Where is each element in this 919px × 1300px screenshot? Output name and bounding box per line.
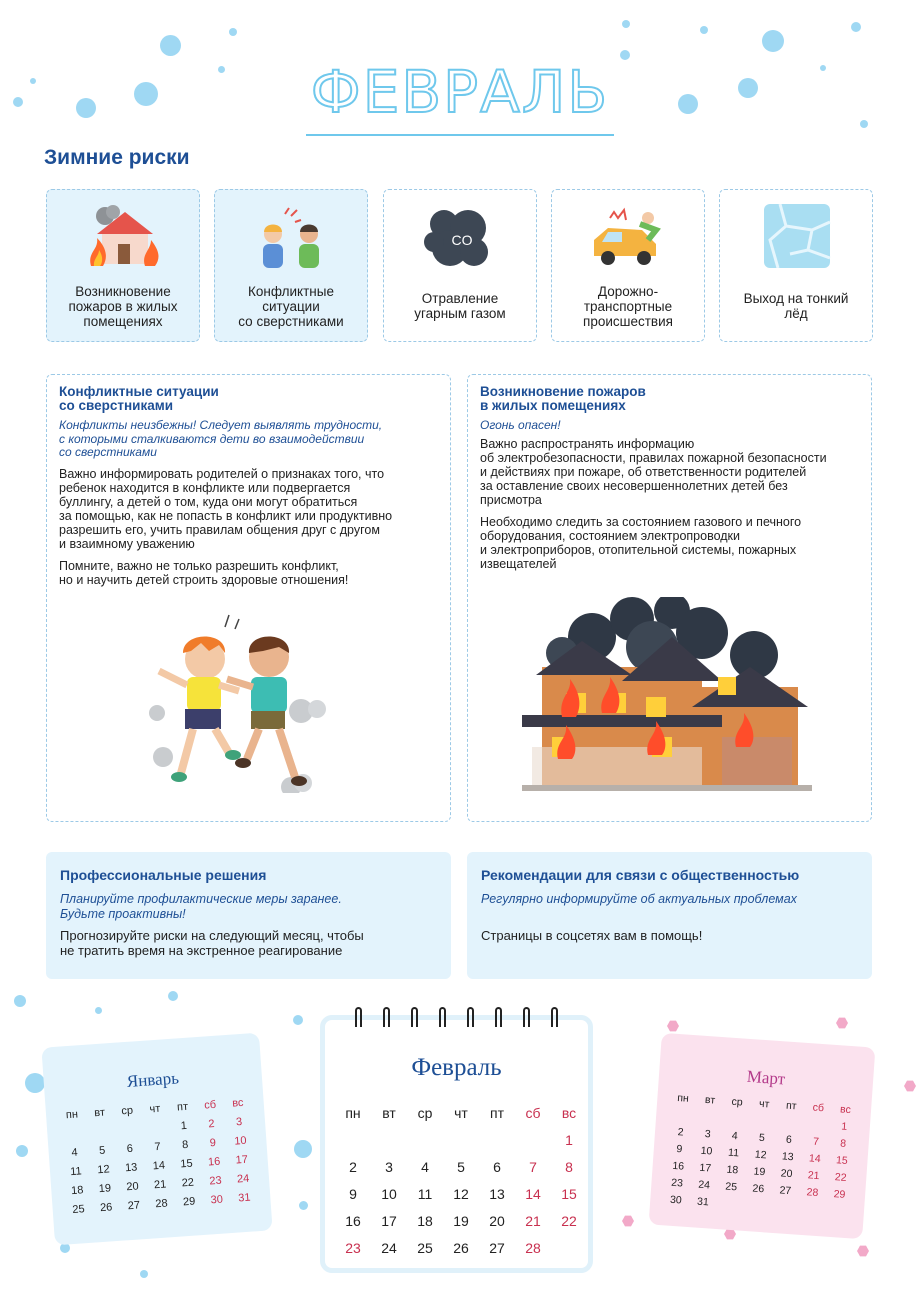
calendar-day: 20 — [489, 1213, 505, 1229]
risk-card-road-accident — [551, 189, 705, 342]
calendar-day: 22 — [561, 1213, 577, 1229]
calendar-day: 4 — [421, 1159, 429, 1175]
solutions-intro: Планируйте профилактические меры заранее. Будьте проактивны! — [60, 892, 342, 921]
calendar-day: 20 — [780, 1167, 793, 1181]
weekday-label: вс — [561, 1105, 577, 1121]
calendar-day: 7 — [529, 1159, 537, 1175]
calendar-january — [41, 1033, 272, 1246]
calendar-day: 16 — [345, 1213, 361, 1229]
calendar-day: 17 — [381, 1213, 397, 1229]
fire-card-paragraph-2: Необходимо следить за состоянием газового и печного оборудования, состоянием электропроводки и электроприборов, отопительной системы, пожарных извещателей — [480, 515, 802, 571]
calendar-empty-cell — [668, 1106, 696, 1125]
thin-ice-icon — [720, 204, 872, 268]
calendar-day: 17 — [235, 1153, 249, 1167]
calendar-grid — [58, 1093, 259, 1220]
calendar-empty-cell — [371, 1127, 407, 1154]
weekday-label: пт — [785, 1099, 797, 1113]
calendar-day: 3 — [235, 1116, 243, 1129]
calendar-february — [320, 1015, 593, 1273]
weekday-label: чт — [454, 1105, 468, 1121]
pr-intro: Регулярно информируйте об актуальных проблемах — [481, 892, 797, 906]
calendar-day: 21 — [525, 1213, 541, 1229]
calendar-day: 3 — [704, 1128, 712, 1141]
calendar-day: 7 — [154, 1140, 162, 1154]
weekday-label: ср — [731, 1095, 744, 1109]
risks-section-title: Зимние риски — [44, 146, 190, 169]
calendar-day: 25 — [72, 1203, 86, 1217]
calendar-day: 1 — [840, 1120, 848, 1133]
calendar-day: 11 — [69, 1165, 83, 1179]
calendar-day: 14 — [808, 1152, 822, 1166]
conflict-card — [46, 374, 451, 822]
calendar-day: 4 — [731, 1129, 739, 1143]
calendar-empty-cell — [59, 1124, 88, 1145]
fire-card — [467, 374, 872, 822]
calendar-day: 24 — [697, 1178, 711, 1192]
fire-card-intro: Огонь опасен! — [480, 418, 561, 432]
weekday-label: сб — [525, 1105, 541, 1121]
calendar-day: 8 — [181, 1138, 189, 1152]
calendar-day: 25 — [724, 1180, 738, 1194]
calendar-day: 21 — [807, 1169, 820, 1183]
calendar-day: 4 — [71, 1146, 79, 1159]
calendar-day: 2 — [677, 1126, 684, 1139]
calendar-day: 6 — [785, 1133, 793, 1147]
calendar-day: 2 — [208, 1117, 215, 1131]
fire-card-paragraph: Важно распространять информацию об электробезопасности, правилах пожарной безопасности и действиях при пожаре, об ответственности родителей за оставление своих несовершеннолетних детей без присмотра — [480, 437, 827, 507]
calendar-day: 11 — [417, 1186, 433, 1202]
calendar-grid — [335, 1100, 587, 1262]
risk-label: Возникновение пожаров в жилых помещениях — [68, 283, 178, 329]
weekday-label: вс — [839, 1103, 852, 1117]
calendar-day: 10 — [381, 1186, 397, 1202]
weekday-label: ср — [417, 1105, 433, 1121]
calendar-day: 9 — [676, 1143, 683, 1156]
professional-solutions-panel — [46, 852, 451, 979]
calendar-empty-cell — [479, 1127, 515, 1154]
calendar-day: 24 — [236, 1172, 250, 1186]
calendar-day: 8 — [839, 1137, 847, 1150]
calendar-day: 21 — [153, 1178, 167, 1192]
calendar-day: 19 — [98, 1182, 112, 1196]
pr-recommendations-panel — [467, 852, 872, 979]
calendar-month-title: Март — [746, 1066, 786, 1089]
calendar-day: 23 — [345, 1240, 361, 1256]
calendar-day: 30 — [669, 1193, 683, 1207]
calendar-day: 18 — [726, 1163, 739, 1177]
calendar-day: 15 — [179, 1157, 194, 1171]
calendar-day: 14 — [525, 1186, 541, 1202]
calendar-day: 19 — [753, 1165, 766, 1179]
calendar-day: 29 — [182, 1195, 196, 1209]
weekday-label: чт — [149, 1102, 161, 1116]
pr-text: Страницы в соцсетях вам в помощь! — [481, 928, 703, 943]
fire-card-title: Возникновение пожаров в жилых помещениях — [480, 384, 646, 413]
calendar-day: 2 — [349, 1159, 357, 1175]
calendar-day: 6 — [126, 1142, 134, 1156]
risk-label: Конфликтные ситуации со сверстниками — [238, 283, 344, 329]
calendar-empty-cell — [114, 1120, 143, 1141]
calendar-day: 30 — [210, 1193, 224, 1207]
weekday-label: вс — [231, 1096, 244, 1110]
title-underline — [306, 134, 614, 136]
conflict-card-paragraph-2: Помните, важно не только разрешить конфликт, но и научить детей строить здоровые отношения! — [59, 559, 349, 587]
calendar-day: 3 — [385, 1159, 393, 1175]
risk-label: Выход на тонкий лёд — [743, 291, 849, 321]
calendar-day: 16 — [207, 1155, 221, 1169]
weekday-label: пт — [176, 1100, 189, 1114]
calendar-month-title: Январь — [126, 1068, 180, 1091]
calendar-empty-cell — [142, 1118, 171, 1139]
calendar-empty-cell — [722, 1110, 750, 1129]
calendar-day: 13 — [124, 1161, 138, 1175]
solutions-text: Прогнозируйте риски на следующий месяц, чтобы не тратить время на экстренное реагирование — [60, 928, 364, 958]
calendar-month-title: Февраль — [411, 1054, 502, 1081]
calendar-day: 6 — [493, 1159, 501, 1175]
calendar-day: 1 — [565, 1132, 573, 1148]
weekday-label: ср — [121, 1104, 134, 1118]
car-accident-icon — [552, 204, 704, 268]
calendar-day: 11 — [727, 1146, 740, 1160]
calendar-grid — [662, 1089, 860, 1221]
solutions-title: Профессиональные решения — [60, 867, 267, 883]
weekday-label: пн — [345, 1105, 361, 1121]
calendar-day: 22 — [181, 1176, 195, 1190]
calendar-day: 10 — [233, 1134, 248, 1148]
weekday-label: вт — [382, 1105, 396, 1121]
conflict-card-intro: Конфликты неизбежны! Следует выявлять трудности, с которыми сталкиваются дети во взаимодействии со сверстниками — [59, 418, 383, 459]
calendar-day: 18 — [417, 1213, 433, 1229]
calendar-day: 14 — [152, 1159, 166, 1173]
calendar-day: 26 — [752, 1182, 765, 1196]
calendar-empty-cell — [749, 1112, 777, 1131]
calendar-day: 28 — [806, 1186, 819, 1200]
calendar-day: 28 — [154, 1197, 169, 1211]
weekday-label: пт — [490, 1105, 504, 1121]
calendar-day: 27 — [489, 1240, 505, 1256]
risk-card-kids-conflict — [214, 189, 368, 342]
risk-card-thin-ice — [719, 189, 873, 342]
page-header — [306, 56, 614, 136]
calendar-day: 13 — [781, 1150, 794, 1164]
weekday-label: пн — [676, 1092, 690, 1105]
calendar-day: 8 — [565, 1159, 573, 1175]
weekday-label: сб — [203, 1098, 217, 1112]
calendar-day: 13 — [489, 1186, 505, 1202]
calendar-day: 17 — [699, 1161, 712, 1175]
calendar-day: 15 — [835, 1154, 849, 1168]
calendar-day: 18 — [70, 1184, 84, 1198]
calendar-day: 26 — [453, 1240, 469, 1256]
risk-card-house-fire — [46, 189, 200, 342]
calendar-empty-cell — [695, 1108, 723, 1127]
calendar-day: 19 — [453, 1213, 469, 1229]
calendar-empty-cell — [515, 1127, 551, 1154]
calendar-day: 27 — [779, 1184, 792, 1198]
weekday-label: вт — [93, 1106, 106, 1120]
calendar-empty-cell — [803, 1116, 831, 1135]
weekday-label: чт — [758, 1097, 770, 1111]
calendar-empty-cell — [407, 1127, 443, 1154]
weekday-label: сб — [812, 1101, 825, 1115]
calendar-day: 12 — [453, 1186, 469, 1202]
calendar-march — [649, 1033, 876, 1239]
pr-title: Рекомендации для связи с общественностью — [481, 867, 800, 883]
calendar-day: 31 — [237, 1191, 251, 1205]
calendar-day: 5 — [457, 1159, 465, 1175]
calendar-empty-cell — [335, 1127, 371, 1154]
calendar-day: 7 — [812, 1135, 820, 1148]
calendar-day: 22 — [834, 1171, 847, 1184]
weekday-label: пн — [65, 1108, 79, 1122]
calendar-empty-cell — [86, 1122, 115, 1143]
kids-fight-illustration — [143, 613, 343, 798]
calendar-day: 29 — [833, 1188, 846, 1201]
risk-label: Отравление угарным газом — [414, 291, 506, 321]
calendar-empty-cell — [443, 1127, 479, 1154]
calendar-empty-cell — [776, 1114, 804, 1133]
calendar-day: 9 — [209, 1136, 217, 1150]
calendar-day: 5 — [98, 1144, 106, 1158]
page-title: ФЕВРАЛЬ — [310, 58, 610, 126]
weekday-label: вт — [704, 1093, 716, 1107]
svg-text:CO: CO — [451, 232, 473, 248]
kids-conflict-icon — [215, 204, 367, 268]
calendar-day: 25 — [417, 1240, 433, 1256]
calendar-day: 9 — [349, 1186, 357, 1202]
conflict-card-paragraph: Важно информировать родителей о признаках того, что ребенок находится в конфликте или подвергается буллингу, а детей о том, куда они могут обратиться за помощью, как не попасть в конфликт или продуктивно разрешить его, учить правилам общения друг с другом и взаимному уважению — [59, 467, 393, 551]
calendar-day: 24 — [381, 1240, 397, 1256]
risk-card-co-poisoning — [383, 189, 537, 342]
conflict-card-title: Конфликтные ситуации со сверстниками — [59, 384, 219, 413]
co-cloud-icon — [384, 204, 536, 268]
calendar-day: 20 — [126, 1180, 140, 1194]
calendar-day: 26 — [99, 1201, 113, 1215]
risk-label: Дорожно- транспортные происшествия — [583, 283, 673, 329]
calendar-day: 23 — [670, 1176, 684, 1190]
burning-house-illustration — [522, 597, 812, 802]
calendar-day: 12 — [754, 1148, 767, 1162]
calendar-day: 16 — [672, 1159, 685, 1173]
calendar-day: 10 — [700, 1144, 713, 1158]
calendar-day: 23 — [208, 1174, 223, 1188]
calendar-day: 28 — [525, 1240, 541, 1256]
calendar-day: 12 — [97, 1163, 111, 1177]
calendar-day: 5 — [758, 1131, 766, 1145]
house-fire-icon — [47, 204, 199, 268]
calendar-day: 15 — [561, 1186, 577, 1202]
calendar-day: 27 — [127, 1199, 141, 1213]
calendar-day: 1 — [180, 1119, 188, 1133]
calendar-day: 31 — [696, 1195, 710, 1209]
